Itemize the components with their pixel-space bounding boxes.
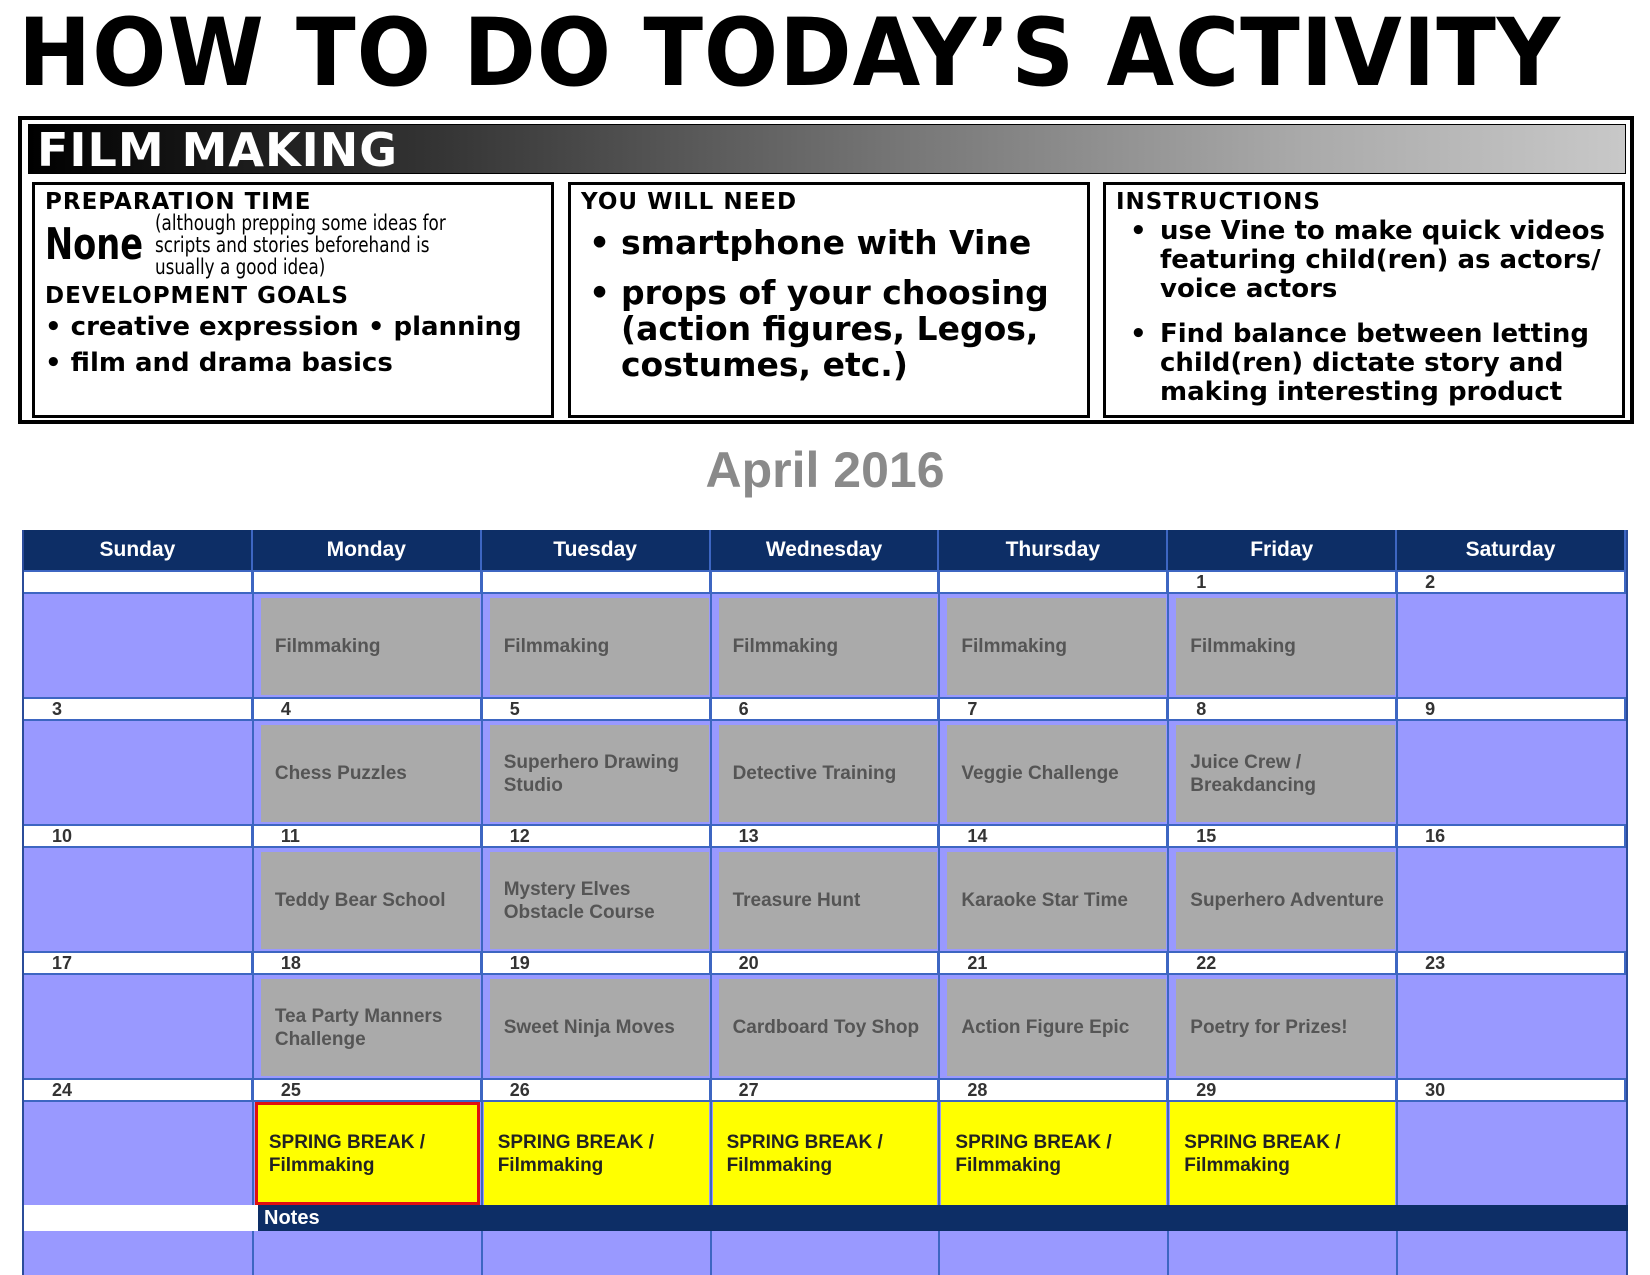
calendar-event[interactable]: Tea Party Manners Challenge bbox=[261, 979, 480, 1076]
calendar-event[interactable]: Filmmaking bbox=[261, 598, 480, 695]
calendar-event[interactable]: Superhero Drawing Studio bbox=[490, 725, 709, 822]
date-number: 4 bbox=[253, 699, 482, 719]
date-number bbox=[253, 572, 482, 592]
date-number: 8 bbox=[1168, 699, 1397, 719]
goals-heading: DEVELOPMENT GOALS bbox=[45, 283, 349, 309]
date-number: 27 bbox=[711, 1080, 940, 1100]
calendar-event[interactable]: Filmmaking bbox=[719, 598, 938, 695]
preparation-heading: PREPARATION TIME bbox=[45, 189, 312, 215]
goal-line: • creative expression • planning bbox=[45, 312, 522, 342]
date-number: 15 bbox=[1168, 826, 1397, 846]
preparation-note: (although prepping some ideas for scripts and stories beforehand is usually a good idea) bbox=[155, 211, 446, 279]
date-number bbox=[24, 572, 253, 592]
materials-heading: YOU WILL NEED bbox=[581, 189, 798, 215]
date-row bbox=[24, 824, 1626, 848]
activity-card bbox=[18, 116, 1634, 424]
day-name-friday: Friday bbox=[1168, 530, 1397, 570]
calendar-event[interactable]: Detective Training bbox=[719, 725, 938, 822]
month-title: April 2016 bbox=[705, 442, 945, 498]
day-name-sunday: Sunday bbox=[24, 530, 253, 570]
date-number: 13 bbox=[711, 826, 940, 846]
calendar-event[interactable]: Chess Puzzles bbox=[261, 725, 480, 822]
calendar-grid bbox=[22, 530, 1628, 1275]
calendar-event[interactable]: Filmmaking bbox=[1176, 598, 1395, 695]
calendar-event[interactable]: Filmmaking bbox=[947, 598, 1166, 695]
preparation-value: None bbox=[45, 219, 144, 270]
materials-item: • props of your choosing (action figures, Legos, costumes, etc.) bbox=[581, 275, 1077, 383]
date-number bbox=[482, 572, 711, 592]
column-divider bbox=[252, 570, 254, 1275]
instructions-item: • use Vine to make quick videos featuring child(ren) as actors/ voice actors bbox=[1116, 217, 1612, 304]
calendar-event[interactable]: Karaoke Star Time bbox=[947, 852, 1166, 949]
date-number: 18 bbox=[253, 953, 482, 973]
calendar-event[interactable]: Veggie Challenge bbox=[947, 725, 1166, 822]
date-number: 26 bbox=[482, 1080, 711, 1100]
column-divider bbox=[481, 570, 483, 1275]
calendar-event[interactable]: Treasure Hunt bbox=[719, 852, 938, 949]
date-number: 6 bbox=[711, 699, 940, 719]
activity-name: FILM MAKING bbox=[37, 123, 399, 177]
materials-item: • smartphone with Vine bbox=[581, 225, 1077, 261]
date-number: 19 bbox=[482, 953, 711, 973]
column-divider bbox=[938, 570, 940, 1275]
date-number: 11 bbox=[253, 826, 482, 846]
materials-panel bbox=[568, 182, 1090, 418]
date-row bbox=[24, 1078, 1626, 1102]
calendar-event[interactable]: Mystery Elves Obstacle Course bbox=[490, 852, 709, 949]
date-number: 12 bbox=[482, 826, 711, 846]
date-number: 9 bbox=[1397, 699, 1626, 719]
date-number: 7 bbox=[939, 699, 1168, 719]
date-number: 25 bbox=[253, 1080, 482, 1100]
column-divider bbox=[710, 570, 712, 1275]
calendar-event[interactable]: SPRING BREAK / Filmmaking bbox=[941, 1102, 1166, 1205]
date-row bbox=[24, 570, 1626, 594]
date-number: 28 bbox=[939, 1080, 1168, 1100]
materials-list bbox=[581, 225, 1077, 383]
preparation-row bbox=[45, 211, 541, 279]
day-name-monday: Monday bbox=[253, 530, 482, 570]
date-number: 10 bbox=[24, 826, 253, 846]
date-number: 5 bbox=[482, 699, 711, 719]
instructions-heading: INSTRUCTIONS bbox=[1116, 189, 1321, 215]
day-name-wednesday: Wednesday bbox=[711, 530, 940, 570]
date-number bbox=[711, 572, 940, 592]
calendar-event[interactable]: SPRING BREAK / Filmmaking bbox=[713, 1102, 938, 1205]
instructions-panel bbox=[1103, 182, 1625, 418]
date-number: 16 bbox=[1397, 826, 1626, 846]
notes-spacer bbox=[24, 1205, 258, 1231]
calendar-header bbox=[24, 530, 1626, 570]
instructions-list bbox=[1116, 217, 1612, 407]
date-number: 17 bbox=[24, 953, 253, 973]
calendar-event[interactable]: SPRING BREAK / Filmmaking bbox=[1170, 1102, 1395, 1205]
date-number: 23 bbox=[1397, 953, 1626, 973]
activity-header bbox=[28, 123, 1626, 177]
day-name-tuesday: Tuesday bbox=[482, 530, 711, 570]
date-number: 14 bbox=[939, 826, 1168, 846]
column-divider bbox=[1167, 570, 1169, 1275]
calendar-event[interactable]: Sweet Ninja Moves bbox=[490, 979, 709, 1076]
date-number: 3 bbox=[24, 699, 253, 719]
date-row bbox=[24, 951, 1626, 975]
goal-line: • film and drama basics bbox=[45, 348, 393, 378]
day-name-thursday: Thursday bbox=[939, 530, 1168, 570]
date-number: 22 bbox=[1168, 953, 1397, 973]
instructions-item: • Find balance between letting child(ren) dictate story and making interesting product bbox=[1116, 320, 1612, 407]
column-divider bbox=[1396, 570, 1398, 1275]
page-title: HOW TO DO TODAY’S ACTIVITY bbox=[18, 0, 1562, 108]
calendar-event[interactable]: Action Figure Epic bbox=[947, 979, 1166, 1076]
date-number: 29 bbox=[1168, 1080, 1397, 1100]
calendar-event[interactable]: SPRING BREAK / Filmmaking bbox=[255, 1102, 480, 1205]
calendar-event[interactable]: SPRING BREAK / Filmmaking bbox=[484, 1102, 709, 1205]
calendar-event[interactable]: Poetry for Prizes! bbox=[1176, 979, 1395, 1076]
calendar-event[interactable]: Teddy Bear School bbox=[261, 852, 480, 949]
calendar-event[interactable]: Juice Crew / Breakdancing bbox=[1176, 725, 1395, 822]
calendar-event[interactable]: Cardboard Toy Shop bbox=[719, 979, 938, 1076]
date-number: 21 bbox=[939, 953, 1168, 973]
date-row bbox=[24, 697, 1626, 721]
day-name-saturday: Saturday bbox=[1397, 530, 1626, 570]
date-number: 20 bbox=[711, 953, 940, 973]
date-number bbox=[939, 572, 1168, 592]
date-number: 2 bbox=[1397, 572, 1626, 592]
date-number: 1 bbox=[1168, 572, 1397, 592]
notes-label: Notes bbox=[258, 1205, 1628, 1231]
calendar-event[interactable]: Filmmaking bbox=[490, 598, 709, 695]
date-number: 30 bbox=[1397, 1080, 1626, 1100]
preparation-panel bbox=[32, 182, 554, 418]
calendar-event[interactable]: Superhero Adventure bbox=[1176, 852, 1395, 949]
date-number: 24 bbox=[24, 1080, 253, 1100]
